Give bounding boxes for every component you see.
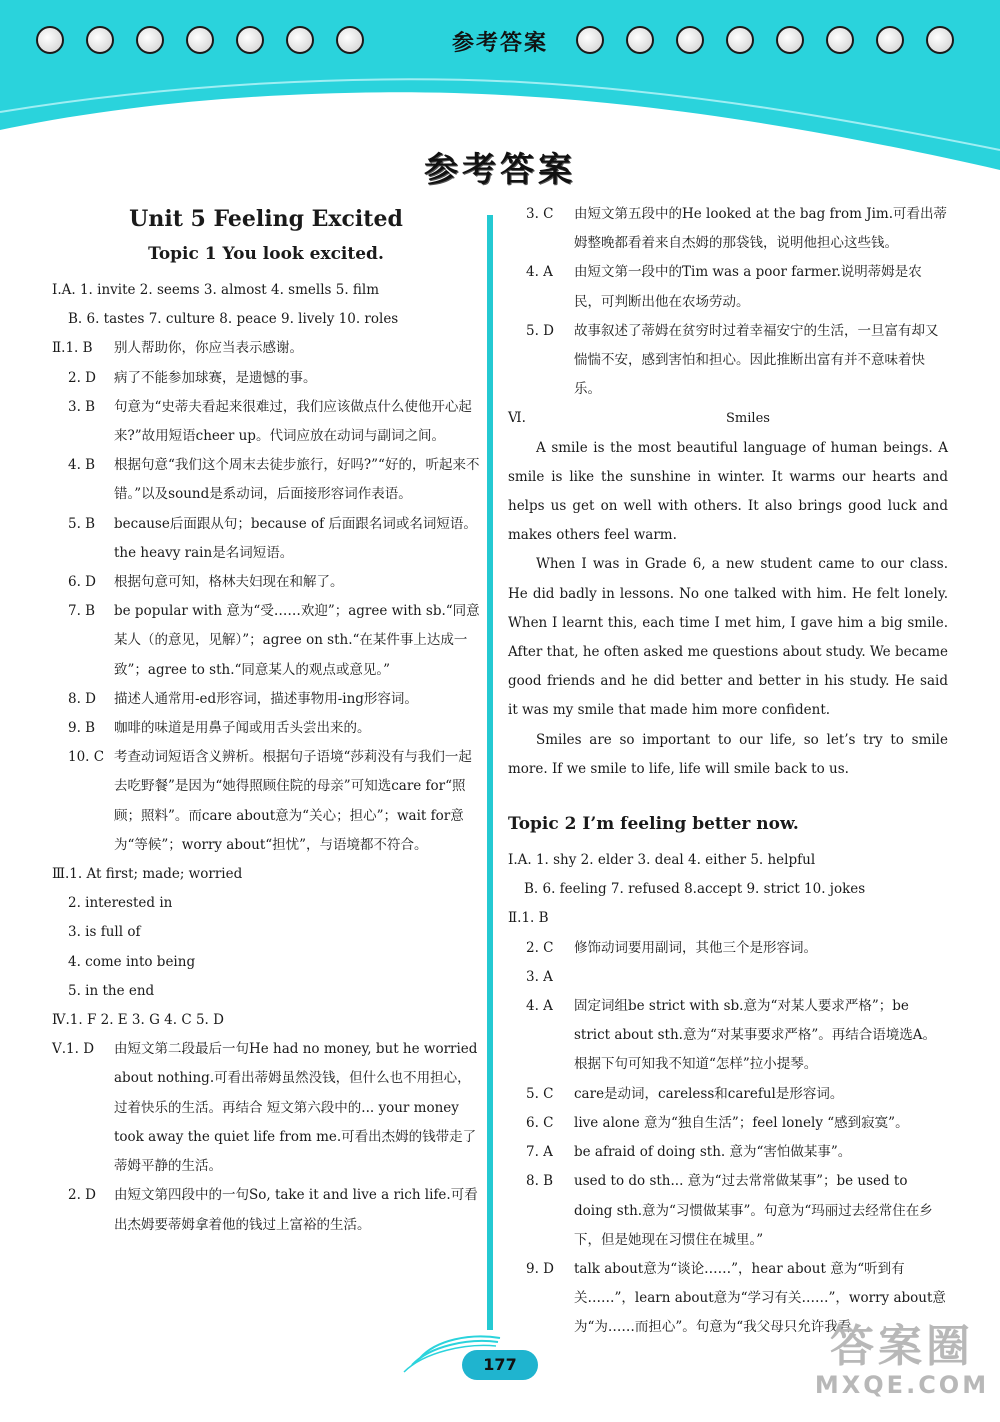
answer-explanation: 句意为“史蒂夫看起来很难过，我们应该做点什么使他开心起来?”故用短语cheer up。代词应放在动词与副词之间。: [114, 398, 472, 445]
essay-paragraph: A smile is the most beautiful language of human beings. A smile is like the sunshine in winter. It warms our hearts and helps us get on well with others. It also brings good luck and makes others feel warm.: [508, 439, 948, 544]
answer-number: 5. C: [526, 1085, 554, 1102]
topic2-section1-line: B. 6. feeling 7. refused 8.accept 9. strict 10. jokes: [524, 881, 866, 898]
essay-paragraph: When I was in Grade 6, a new student came to our class. He did badly in lessons. No one talked with him. He felt lonely. When I learnt this, each time I met him, I gave him a big smile. After that, he often asked me questions about study. We became good friends and he did better and better in his study. He said it was my smile that made him more confident.: [508, 556, 948, 719]
answer-number: 3. C: [526, 206, 554, 222]
topic1-section3-line: Ⅲ.1. At first; made; worried: [52, 866, 243, 883]
answer-explanation: 根据句意可知，格林夫妇现在和解了。: [114, 574, 344, 591]
answer-explanation: 根据句意“我们这个周末去徒步旅行，好吗?”“好的，听起来不错。”以及sound是系动词，后面接形容词作表语。: [114, 457, 480, 503]
answer-explanation: care是动词，careless和careful是形容词。: [574, 1085, 844, 1102]
answer-number: 2. D: [68, 1187, 96, 1204]
page-number: 177: [462, 1350, 538, 1380]
topic2-section1-line: Ⅰ.A. 1. shy 2. elder 3. deal 4. either 5. helpful: [508, 852, 816, 869]
watermark-logo: [812, 1322, 992, 1398]
answer-explanation: 固定词组be strict with sb.意为“对某人要求严格”；be strict about sth.意为“对某事要求严格”。再结合语境选A。根据下句可知我不知道“怎样”拉小提琴。: [574, 998, 937, 1073]
topic1-section4-line: Ⅳ.1. F 2. E 3. G 4. C 5. D: [52, 1012, 224, 1029]
essay-title: Smiles: [726, 411, 770, 427]
answer-explanation: 描述人通常用-ed形容词，描述事物用-ing形容词。: [114, 690, 418, 707]
answer-number: 9. D: [526, 1260, 554, 1277]
answer-number: 3. A: [526, 968, 553, 985]
answer-number: 7. A: [526, 1144, 553, 1161]
answer-number: Ⅱ.1. B: [508, 910, 549, 927]
answer-explanation: be afraid of doing sth. 意为“害怕做某事”。: [574, 1144, 852, 1161]
answer-number: 3. B: [68, 398, 96, 415]
essay-paragraph: Smiles are so important to our life, so let’s try to smile more. If we smile to life, life will smile back to us.: [508, 731, 948, 777]
topic1-section1-line: Ⅰ.A. 1. invite 2. seems 3. almost 4. smells 5. film: [52, 282, 380, 298]
topic1-section1-line: B. 6. tastes 7. culture 8. peace 9. lively 10. roles: [68, 311, 399, 328]
answer-explanation: talk about意为“谈论……”，hear about 意为“听到有关……”，learn about意为“学习有关……”，worry about意为“为……而担心”。句意为“我父母只允许我看: [574, 1260, 946, 1336]
topic1-section3-line: 4. come into being: [68, 953, 196, 970]
section6-label: Ⅵ.: [508, 410, 526, 427]
answer-explanation: 由短文第一段中的Tim was a poor farmer.说明蒂姆是农民，可判断出他在农场劳动。: [574, 264, 922, 310]
answer-number: 6. C: [526, 1114, 554, 1131]
page-title: 参考答案: [424, 150, 576, 190]
answer-explanation: 由短文第五段中的He looked at the bag from Jim.可看出蒂姆整晚都看着来自杰姆的那袋钱，说明他担心这些钱。: [574, 206, 948, 252]
answer-number: 2. D: [68, 369, 96, 386]
topic1-section3-line: 3. is full of: [68, 924, 141, 941]
answer-explanation: 修饰动词要用副词，其他三个是形容词。: [574, 939, 817, 956]
answer-explanation: 考查动词短语含义辨析。根据句子语境“莎莉没有与我们一起去吃野餐”是因为“她得照顾住院的母亲”可知选care for“照顾；照料”。而care about意为“关心；担心”；wait for意为“等候”；worry about“担忧”，与语境都不符合。: [114, 749, 472, 853]
answer-number: 9. B: [68, 720, 96, 737]
topic2-title: Topic 2 I’m feeling better now.: [508, 814, 799, 835]
answer-number: 4. A: [526, 264, 553, 281]
watermark-url: MXQE.COM: [814, 1371, 990, 1399]
answer-number: 7. B: [68, 603, 96, 620]
answer-explanation: 故事叙述了蒂姆在贫穷时过着幸福安宁的生活，一旦富有却又惴惴不安，感到害怕和担心。因此推断出富有并不意味着快乐。: [574, 322, 939, 398]
answer-explanation: live alone 意为“独自生活”；feel lonely “感到寂寞”。: [574, 1114, 909, 1131]
unit-title: Unit 5 Feeling Excited: [129, 206, 403, 232]
watermark-text: 答案圈: [830, 1321, 974, 1372]
answer-number: Ⅱ.1. B: [52, 340, 93, 357]
answer-number: 2. C: [526, 939, 554, 956]
topic1-section3-line: 5. in the end: [68, 982, 155, 999]
answer-number: 10. C: [68, 749, 105, 766]
answer-explanation: 由短文第四段中的一句So, take it and live a rich life.可看出杰姆要蒂姆拿着他的钱过上富裕的生活。: [114, 1187, 478, 1233]
answer-explanation: 病了不能参加球赛，是遗憾的事。: [114, 369, 317, 386]
answer-number: 8. B: [526, 1173, 554, 1190]
topic1-title: Topic 1 You look excited.: [148, 244, 384, 264]
topic1-section3-line: 2. interested in: [68, 895, 173, 912]
answer-number: Ⅴ.1. D: [52, 1041, 95, 1058]
answer-explanation: 咖啡的味道是用鼻子闻或用舌头尝出来的。: [114, 720, 371, 737]
answer-explanation: 由短文第二段最后一句He had no money, but he worried about nothing.可看出蒂姆虽然没钱，但什么也不用担心，过着快乐的生活。再结合 短文第六段中的... your money took away the quiet life from me.可看出杰姆的钱带走了蒂姆平静的生活。: [114, 1041, 478, 1175]
answer-number: 5. B: [68, 515, 96, 532]
header-title: 参考答案: [451, 31, 548, 56]
answer-explanation: because后面跟从句；because of 后面跟名词或名词短语。the heavy rain是名词短语。: [114, 515, 477, 561]
answer-number: 6. D: [68, 574, 96, 591]
answer-number: 8. D: [68, 690, 96, 707]
answer-number: 4. A: [526, 998, 553, 1015]
answer-number: 5. D: [526, 322, 554, 339]
answer-explanation: 别人帮助你，你应当表示感谢。: [114, 340, 303, 357]
answer-explanation: be popular with 意为“受……欢迎”；agree with sb.“同意某人（的意见，见解）”；agree on sth.“在某件事上达成一致”；agree to sth.“同意某人的观点或意见。”: [114, 603, 480, 678]
answer-explanation: used to do sth... 意为“过去常常做某事”；be used to doing sth.意为“习惯做某事”。句意为“玛丽过去经常住在乡下，但是她现在习惯住在城里。”: [574, 1173, 933, 1248]
answer-number: 4. B: [68, 457, 96, 474]
